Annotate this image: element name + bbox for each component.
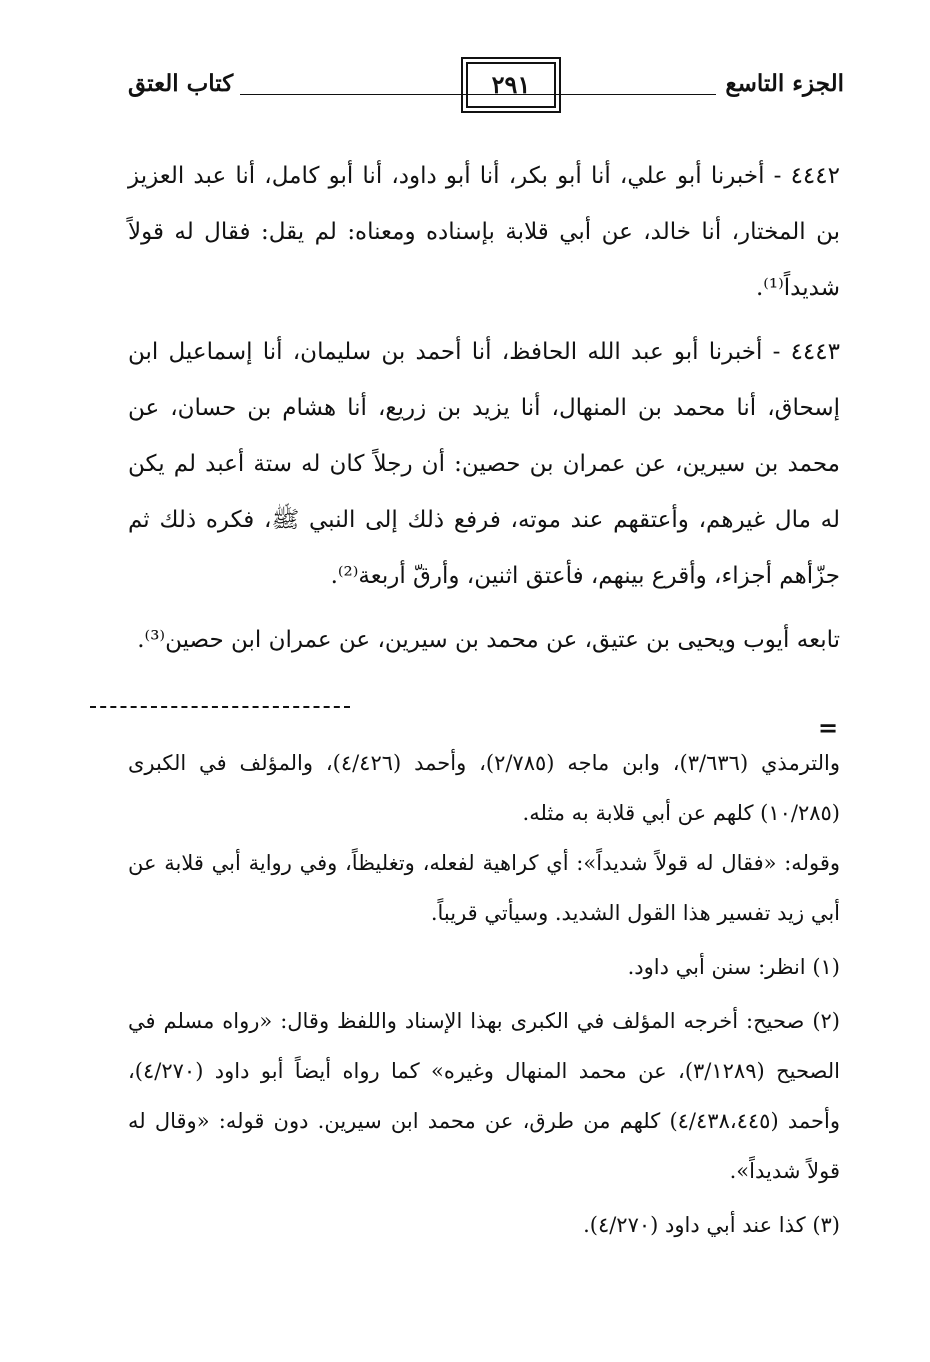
page-number: ٢٩١ bbox=[466, 62, 556, 108]
main-text bbox=[128, 148, 840, 668]
footnote-continuation: وقوله: «فقال له قولاً شديداً»: أي كراهية لفعله، وتغليظاً، وفي رواية أبي قلابة عن أبي زيد تفسير هذا القول الشديد. وسيأتي قريباً. bbox=[128, 851, 840, 925]
footnotes bbox=[128, 738, 840, 1250]
header-rule-left bbox=[240, 94, 458, 95]
footnote-1: (١) انظر: سنن أبي داود. bbox=[627, 955, 840, 979]
footnote-3: (٣) كذا عند أبي داود (٤/٢٧٠). bbox=[583, 1213, 840, 1237]
footnote-continuation: والترمذي (٣/٦٣٦)، وابن ماجه (٢/٧٨٥)، وأحمد (٤/٤٢٦)، والمؤلف في الكبرى (١٠/٢٨٥) كلهم عن أبي قلابة به مثله. bbox=[128, 751, 841, 825]
footnote-separator bbox=[90, 706, 350, 708]
footnote-2: (٢) صحيح: أخرجه المؤلف في الكبرى بهذا الإسناد واللفظ وقال: «رواه مسلم في الصحيح (٣/١٢٨٩)، عن محمد المنهال وغيره» كما رواه أيضاً أبو داود (٤/٢٧٠)، وأحمد (٤/٤٣٨،٤٤٥) كلهم من طرق، عن محمد ابن سيرين. دون قوله: «وقال له قولاً شديداً». bbox=[128, 1009, 840, 1183]
hadith-4443: ٤٤٤٣ - أخبرنا أبو عبد الله الحافظ، أنا أحمد بن سليمان، أنا إسماعيل ابن إسحاق، أنا محمد بن المنهال، أنا يزيد بن زريع، أنا هشام بن حسان، عن محمد بن سيرين، عن عمران بن حصين: أن رجلاً كان له ستة أعبد لم يكن له مال غيرهم، وأعتقهم عند موته، فرفع ذلك إلى النبي ﷺ، فكره ذلك ثم جزّأهم أجزاء، وأقرع بينهم، فأعتق اثنين، وأرقّ أربعة⁽²⁾. bbox=[128, 339, 840, 589]
hadith-4442: ٤٤٤٢ - أخبرنا أبو علي، أنا أبو بكر، أنا أبو داود، أنا أبو كامل، أنا عبد العزيز بن المختار، أنا خالد، عن أبي قلابة بإسناده ومعناه: لم يقل: فقال له قولاً شديداً⁽¹⁾. bbox=[128, 163, 840, 301]
mutaba-note: تابعه أيوب ويحيى بن عتيق، عن محمد بن سيرين، عن عمران ابن حصين⁽³⁾. bbox=[137, 627, 840, 653]
book-title: كتاب العتق bbox=[128, 70, 234, 97]
continuation-mark: = bbox=[818, 713, 839, 742]
volume-title: الجزء التاسع bbox=[725, 70, 844, 97]
page-header bbox=[128, 64, 844, 114]
